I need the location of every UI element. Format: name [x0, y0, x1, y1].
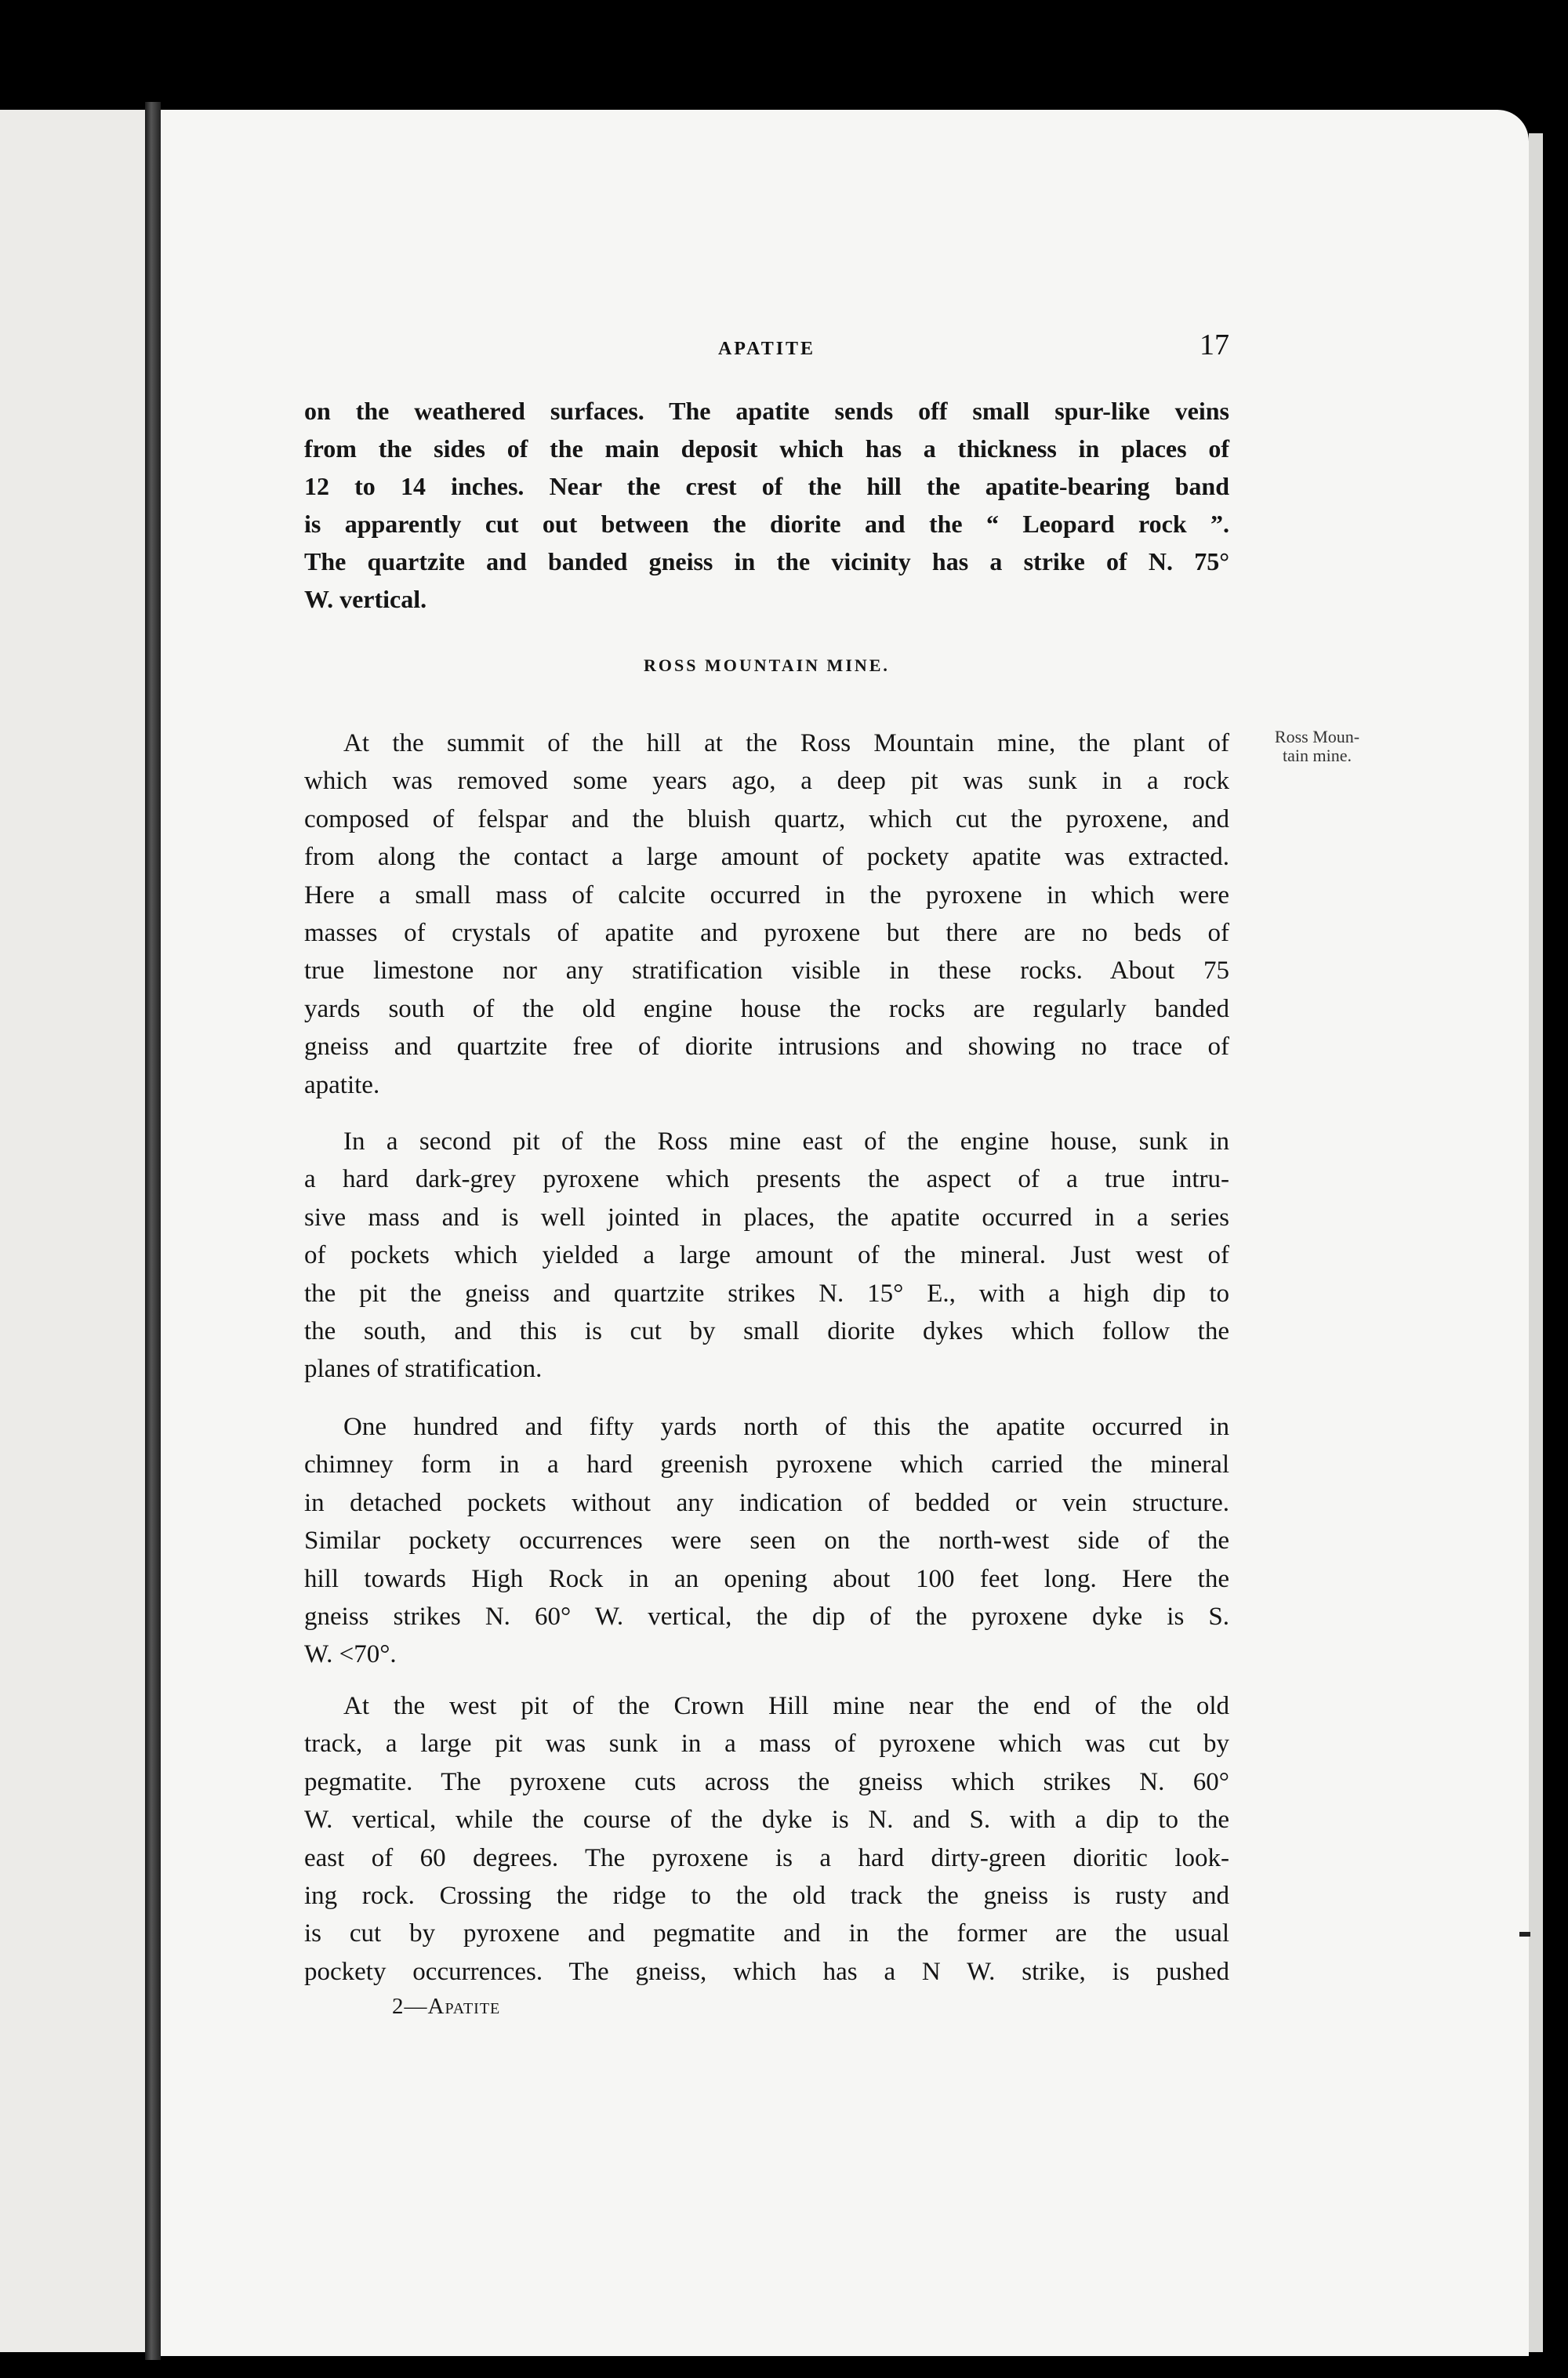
- text-line: Similar pockety occurrences were seen on the north-west side of the: [304, 1527, 1229, 1556]
- text-line: pegmatite. The pyroxene cuts across the gneiss which strikes N. 60°: [304, 1767, 1229, 1796]
- text-line: W. <70°.: [304, 1640, 397, 1669]
- marginal-note: [1239, 728, 1396, 765]
- text-line: planes of stratification.: [304, 1355, 543, 1384]
- text-line: the pit the gneiss and quartzite strikes N. 15° E., with a high dip to: [304, 1279, 1229, 1308]
- text-line: sive mass and is well jointed in places, the apatite occurred in a series: [304, 1203, 1229, 1232]
- text-line: masses of crystals of apatite and pyroxene but there are no beds of: [304, 919, 1229, 948]
- paragraph-2: [304, 724, 1229, 1104]
- text-line: hill towards High Rock in an opening about 100 feet long. Here the: [304, 1564, 1229, 1593]
- text-line: One hundred and fifty yards north of this the apatite occurred in: [343, 1413, 1229, 1441]
- page-edge: [1529, 133, 1543, 2352]
- text-line: is apparently cut out between the diorite and the “ Leopard rock ”.: [304, 510, 1229, 538]
- section-heading: ROSS MOUNTAIN MINE.: [644, 655, 890, 675]
- paragraph-4: [304, 1408, 1229, 1674]
- text-line: gneiss strikes N. 60° W. vertical, the dip of the pyroxene dyke is S.: [304, 1603, 1229, 1632]
- page-number: 17: [1200, 329, 1229, 361]
- text-line: yards south of the old engine house the rocks are regularly banded: [304, 994, 1229, 1023]
- running-head: APATITE: [717, 339, 816, 359]
- text-line: east of 60 degrees. The pyroxene is a hard dirty-green dioritic look-: [304, 1843, 1229, 1872]
- text-line: pockety occurrences. The gneiss, which has a N W. strike, is pushed: [304, 1957, 1229, 1986]
- text-line: In a second pit of the Ross mine east of the engine house, sunk in: [343, 1127, 1229, 1156]
- text-line: is cut by pyroxene and pegmatite and in the former are the usual: [304, 1919, 1229, 1948]
- text-line: ing rock. Crossing the ridge to the old track the gneiss is rusty and: [304, 1882, 1229, 1911]
- text-line: gneiss and quartzite free of diorite intrusions and showing no trace of: [304, 1033, 1229, 1062]
- margin-mark: [1519, 1932, 1530, 1937]
- signature-mark: 2—Apatite: [392, 1994, 501, 2019]
- text-line: composed of felspar and the bluish quartz, which cut the pyroxene, and: [304, 804, 1229, 833]
- text-line: which was removed some years ago, a deep pit was sunk in a rock: [304, 767, 1229, 796]
- text-line: 12 to 14 inches. Near the crest of the hill the apatite-bearing band: [304, 472, 1229, 500]
- text-line: The quartzite and banded gneiss in the vicinity has a strike of N. 75°: [304, 547, 1229, 575]
- text-line: a hard dark-grey pyroxene which presents the aspect of a true intru-: [304, 1165, 1229, 1194]
- text-line: from the sides of the main deposit which has a thickness in places of: [304, 434, 1229, 463]
- text-line: At the summit of the hill at the Ross Mountain mine, the plant of: [343, 729, 1229, 757]
- text-line: in detached pockets without any indication of bedded or vein structure.: [304, 1488, 1229, 1517]
- text-line: of pockets which yielded a large amount of the mineral. Just west of: [304, 1241, 1229, 1270]
- text-line: the south, and this is cut by small diorite dykes which follow the: [304, 1317, 1229, 1346]
- text-line: Here a small mass of calcite occurred in the pyroxene in which were: [304, 880, 1229, 909]
- paragraph-1: [304, 392, 1229, 618]
- marginal-note-line: Ross Moun-: [1274, 727, 1360, 746]
- paragraph-3: [304, 1123, 1229, 1389]
- text-line: on the weathered surfaces. The apatite sends off small spur-like veins: [304, 397, 1229, 425]
- text-line: from along the contact a large amount of pockety apatite was extracted.: [304, 843, 1229, 872]
- text-line: At the west pit of the Crown Hill mine near the end of the old: [343, 1692, 1229, 1720]
- text-line: W. vertical, while the course of the dyke is N. and S. with a dip to the: [304, 1806, 1229, 1835]
- marginal-note-line: tain mine.: [1283, 746, 1352, 765]
- text-line: track, a large pit was sunk in a mass of pyroxene which was cut by: [304, 1730, 1229, 1759]
- text-line: true limestone nor any stratification visible in these rocks. About 75: [304, 957, 1229, 986]
- paragraph-5: [304, 1687, 1229, 1991]
- text-line: apatite.: [304, 1070, 380, 1099]
- text-line: W. vertical.: [304, 585, 427, 613]
- facing-page-edge: [0, 110, 145, 2352]
- page-header: [304, 328, 1229, 367]
- book-spine: [145, 102, 161, 2360]
- text-line: chimney form in a hard greenish pyroxene which carried the mineral: [304, 1450, 1229, 1479]
